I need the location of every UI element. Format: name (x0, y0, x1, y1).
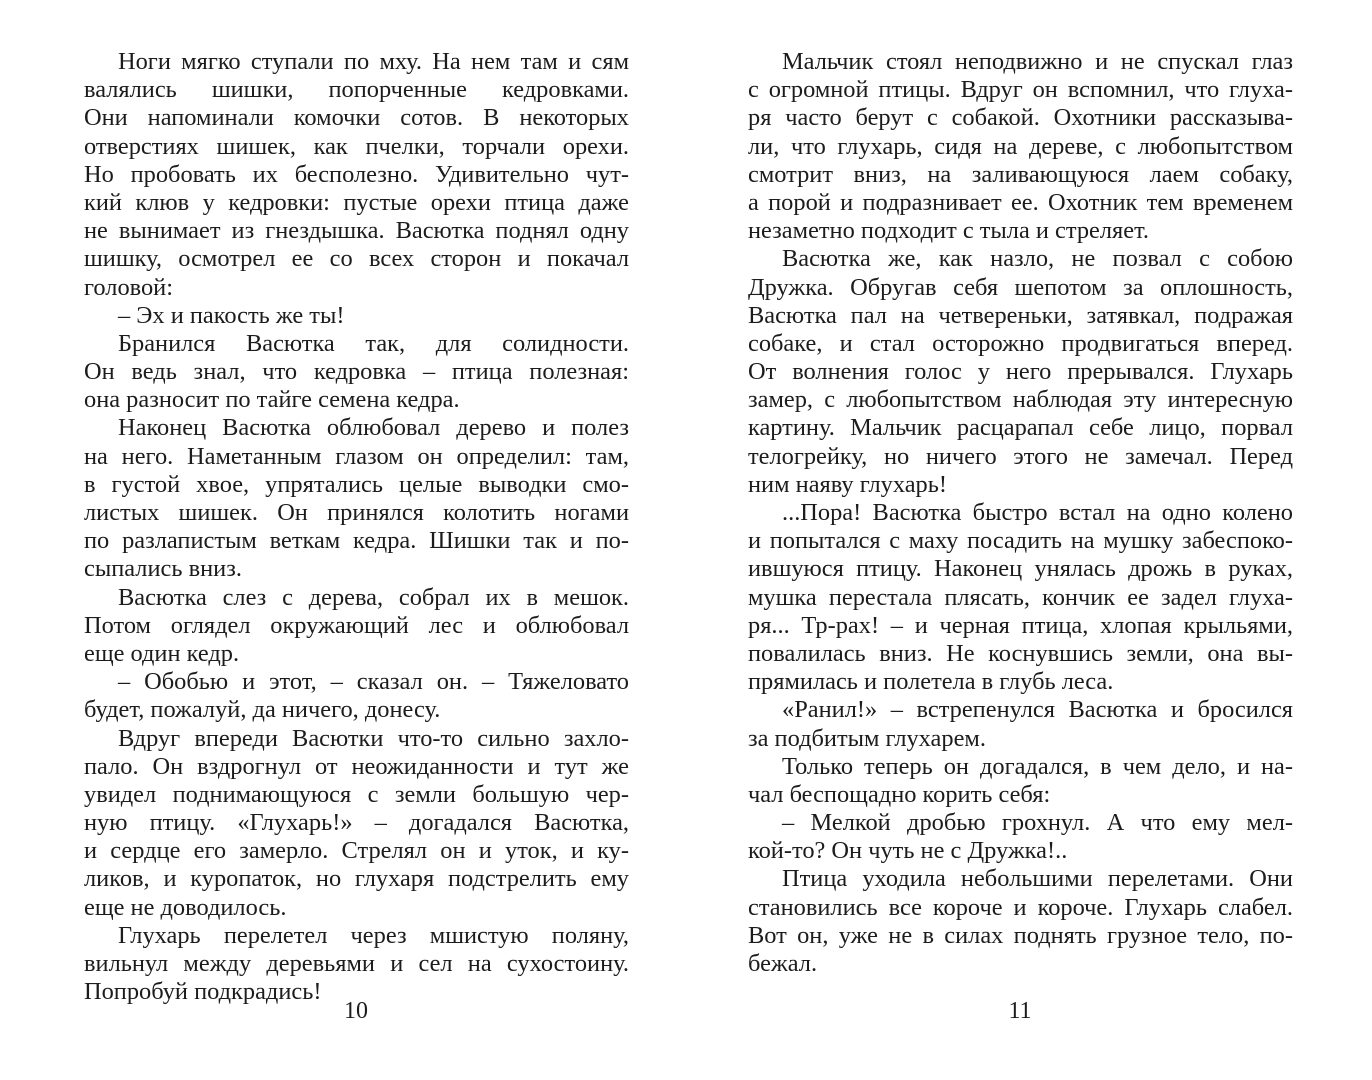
text-line: и попытался с маху посадить на мушку забеспоко- (748, 527, 1293, 555)
text-line: Но пробовать их бесполезно. Удивительно чут- (84, 160, 629, 188)
text-line: Бранился Васютка так, для солидности. (118, 329, 629, 357)
text-line: Вот он, уже не в силах поднять грузное тело, по- (748, 921, 1293, 949)
text-line: еще один кедр. (84, 639, 240, 667)
text-line: Они напоминали комочки сотов. В некоторых (84, 104, 629, 132)
text-line: смотрит вниз, на заливающуюся лаем собаку, (748, 160, 1293, 188)
text-line: собаке, и стал осторожно продвигаться вперед. (748, 329, 1293, 357)
page-number-left: 10 (344, 998, 368, 1024)
page-number-right: 11 (1008, 998, 1032, 1024)
text-line: – Эх и пакость же ты! (118, 301, 345, 329)
text-line: чал беспощадно корить себя: (748, 780, 1051, 808)
text-line: замер, с любопытством наблюдая эту интересную (748, 386, 1293, 414)
text-line: «Ранил!» – встрепенулся Васютка и бросился (782, 696, 1293, 724)
text-line: валялись шишки, попорченные кедровками. (84, 76, 629, 104)
text-line: бежал. (748, 950, 818, 977)
text-line: Васютка слез с дерева, собрал их в мешок. (118, 583, 629, 611)
text-line: кой-то? Он чуть не с Дружка!.. (748, 837, 1068, 865)
text-line: а порой и подразнивает ее. Охотник тем временем (748, 188, 1293, 216)
text-line: она разносит по тайге семена кедра. (84, 386, 460, 414)
text-line: – Мелкой дробью грохнул. А что ему мел- (782, 809, 1293, 837)
text-line: незаметно подходит с тыла и стреляет. (748, 217, 1149, 245)
text-line: Глухарь перелетел через мшистую поляну, (118, 921, 629, 949)
text-line: по разлапистым веткам кедра. Шишки так и по- (84, 527, 629, 555)
text-line: кий клюв у кедровки: пустые орехи птица даже (84, 188, 629, 216)
text-line: Только теперь он догадался, в чем дело, и на- (782, 752, 1293, 780)
text-line: телогрейку, но ничего этого не замечал. Перед (748, 442, 1293, 470)
text-line: Дружка. Обругав себя шепотом за оплошность, (748, 273, 1293, 301)
text-line: ря... Тр-рах! – и черная птица, хлопая крыльями, (748, 611, 1293, 639)
text-line: и сердце его замерло. Стрелял он и уток, и ку- (84, 837, 629, 865)
text-line: Наконец Васютка облюбовал дерево и полез (118, 414, 629, 442)
text-line: Ноги мягко ступали по мху. На нем там и сям (118, 48, 629, 75)
text-line: ликов, и куропаток, но глухаря подстрелить ему (84, 865, 629, 893)
text-line: повалилась вниз. Не коснувшись земли, она вы- (748, 639, 1293, 667)
text-line: ли, что глухарь, сидя на дереве, с любопытством (748, 132, 1293, 160)
text-line: Попробуй подкрадись! (84, 978, 322, 1006)
text-line: будет, пожалуй, да ничего, донесу. (84, 696, 441, 724)
text-line: Васютка пал на четвереньки, затявкал, подражая (748, 301, 1293, 329)
left-page-text (84, 48, 629, 1006)
text-line: ную птицу. «Глухарь!» – догадался Васютка, (84, 809, 629, 837)
text-line: картину. Мальчик расцарапал себе лицо, порвал (748, 414, 1293, 442)
text-line: шишку, осмотрел ее со всех сторон и покачал (84, 245, 629, 273)
text-line: с огромной птицы. Вдруг он вспомнил, что глуха- (748, 76, 1293, 104)
text-line: в густой хвое, упрятались целые выводки смо- (84, 470, 629, 498)
text-line: мушка перестала плясать, кончик ее задел глуха- (748, 583, 1293, 611)
text-line: Он ведь знал, что кедровка – птица полезная: (84, 358, 629, 386)
text-line: – Обобью и этот, – сказал он. – Тяжеловато (118, 668, 629, 696)
text-line: отверстиях шишек, как пчелки, торчали орехи. (84, 132, 629, 160)
text-line: увидел поднимающуюся с земли большую чер- (84, 780, 629, 808)
text-line: становились все короче и короче. Глухарь слабел. (748, 893, 1293, 921)
text-line: пало. Он вздрогнул от неожиданности и тут же (84, 752, 629, 780)
text-line: прямилась и полетела в глубь леса. (748, 668, 1114, 696)
text-line: за подбитым глухарем. (748, 724, 986, 752)
text-line: Вдруг впереди Васютки что-то сильно захло- (118, 724, 629, 752)
text-line: сыпались вниз. (84, 555, 242, 583)
text-line: вильнул между деревьями и сел на сухостоину. (84, 950, 629, 977)
text-line: Мальчик стоял неподвижно и не спускал глаз (782, 48, 1293, 75)
right-page-text (748, 48, 1293, 978)
text-line: ившуюся птицу. Наконец унялась дрожь в руках, (748, 555, 1293, 583)
text-line: ним наяву глухарь! (748, 470, 947, 498)
text-line: Птица уходила небольшими перелетами. Они (782, 865, 1293, 893)
text-line: листых шишек. Он принялся колотить ногами (84, 499, 629, 526)
text-line: еще не доводилось. (84, 893, 287, 921)
text-line: не вынимает из гнездышка. Васютка поднял одну (84, 217, 629, 245)
text-line: Потом оглядел окружающий лес и облюбовал (84, 611, 629, 639)
text-line: Васютка же, как назло, не позвал с собою (782, 245, 1293, 273)
text-line: ...Пора! Васютка быстро встал на одно колено (782, 499, 1293, 526)
text-line: головой: (84, 273, 174, 301)
text-line: на него. Наметанным глазом он определил: там, (84, 442, 629, 470)
text-line: ря часто берут с собакой. Охотники рассказыва- (748, 104, 1293, 132)
text-line: От волнения голос у него прерывался. Глухарь (748, 358, 1293, 386)
